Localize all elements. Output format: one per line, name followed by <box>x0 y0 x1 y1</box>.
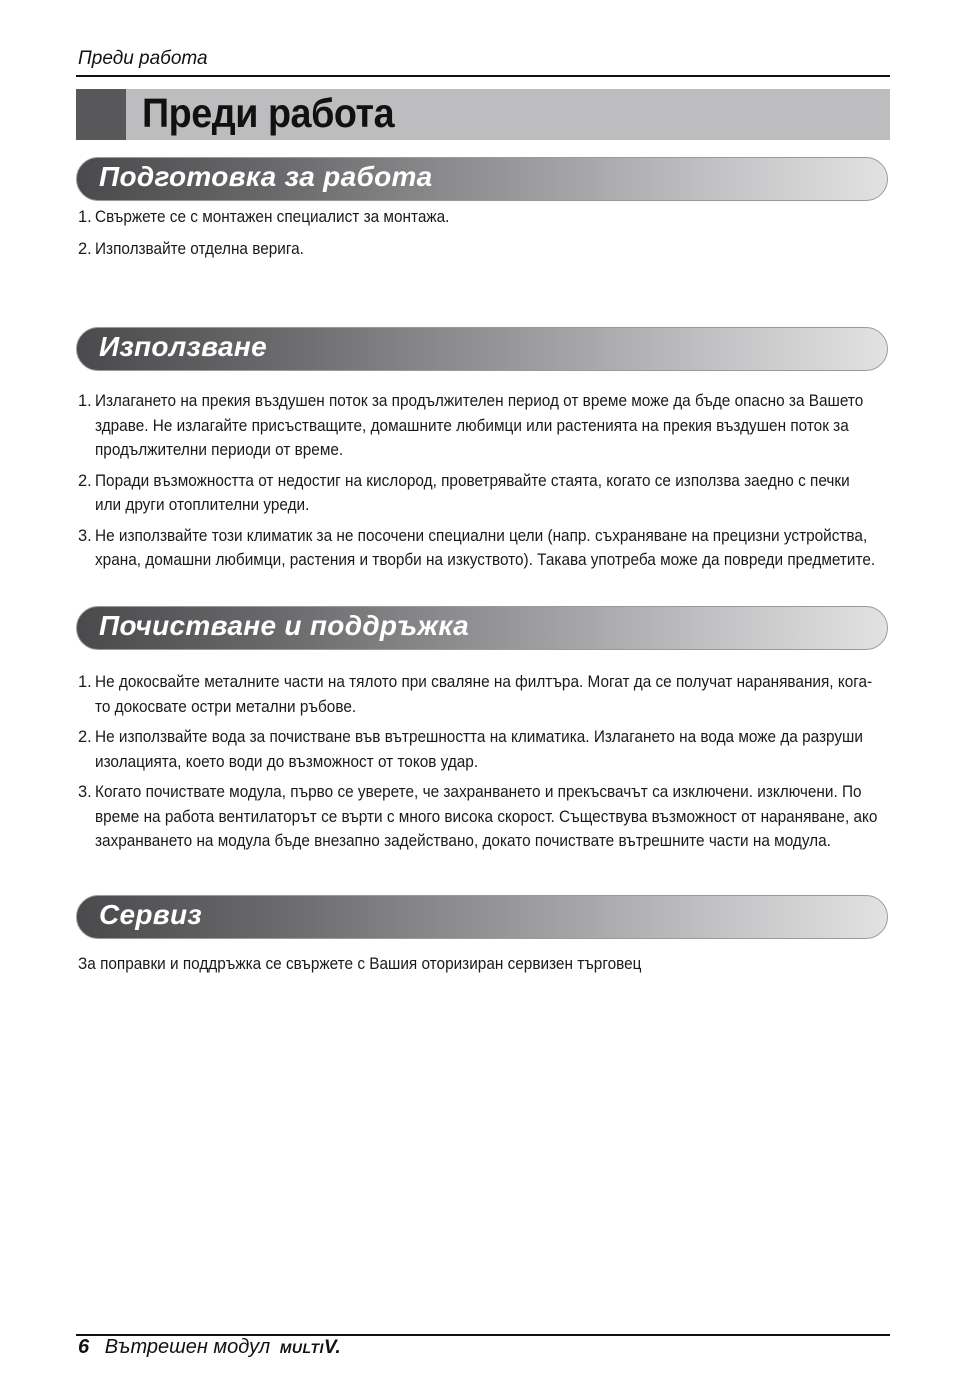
item-number: 1. <box>78 208 92 226</box>
list-item <box>78 780 890 854</box>
running-header: Преди работа <box>78 48 208 69</box>
section-header-cleaning <box>76 606 888 650</box>
section-header-preparation <box>76 157 888 201</box>
page-number: 6 <box>78 1336 90 1358</box>
section-header-usage <box>76 327 888 371</box>
service-text: За поправки и поддръжка се свържете с Вашия оторизиран сервизен търговец <box>78 955 642 973</box>
item-text <box>95 389 890 463</box>
item-line: Излагането на прекия въздушен поток за продължителен период от време може да бъде опасно за Вашето <box>95 392 864 410</box>
footer <box>78 1336 341 1359</box>
item-line: Не докосвайте металните части на тялото при сваляне на филтъра. Могат да се получат наранявания, кога- <box>95 673 873 691</box>
title-accent-block <box>76 89 126 140</box>
list-item <box>78 725 890 774</box>
item-line: или други отоплителни уреди. <box>95 496 310 514</box>
item-number: 3. <box>78 783 92 801</box>
item-number: 2. <box>78 239 92 258</box>
list-item <box>78 389 890 463</box>
list-item <box>78 237 890 262</box>
page-title: Преди работа <box>142 90 395 136</box>
item-line: здраве. Не излагайте присъстващите, домашните любимци или растенията на прекия въздушен поток за <box>95 416 849 435</box>
item-number: 1. <box>78 673 92 691</box>
item-text: Използвайте отделна верига. <box>95 239 304 258</box>
list-item <box>78 524 890 573</box>
item-text <box>95 524 890 573</box>
item-text: Свържете се с монтажен специалист за монтажа. <box>95 208 450 226</box>
item-line: изолацията, което води до възможност от токов удар. <box>95 752 479 771</box>
cleaning-list <box>78 670 890 854</box>
item-number: 2. <box>78 728 92 746</box>
list-item <box>78 205 890 230</box>
footer-label: Вътрешен модул <box>104 1336 271 1358</box>
item-text <box>95 780 890 854</box>
item-number: 3. <box>78 526 92 545</box>
item-text <box>95 725 890 774</box>
item-line: време на работа вентилаторът се върти с много висока скорост. Съществува възможност от нараняване, ако <box>95 807 878 826</box>
header-rule <box>76 75 890 77</box>
usage-list <box>78 389 890 573</box>
item-line: продължителни периоди от време. <box>95 441 344 459</box>
item-text <box>95 670 890 719</box>
brand-text: MULTI <box>279 1340 324 1356</box>
item-line: Не използвайте вода за почистване във вътрешността на климатика. Излагането на вода може да разруши <box>95 728 863 746</box>
item-number: 1. <box>78 392 92 410</box>
brand-logo <box>279 1337 342 1358</box>
section-title-service: Сервиз <box>99 899 202 930</box>
section-title-cleaning: Почистване и поддръжка <box>99 610 470 641</box>
item-line: то докосвате остри метални ръбове. <box>95 697 357 716</box>
item-line: Не използвайте този климатик за не посочени специални цели (напр. съхраняване на прецизни устройства, <box>95 526 868 545</box>
section-title-usage: Използване <box>99 331 267 362</box>
section-header-service <box>76 895 888 939</box>
brand-v-text: V. <box>323 1337 342 1358</box>
item-number: 2. <box>78 471 92 490</box>
page-title-bar <box>76 89 890 140</box>
list-item <box>78 670 890 719</box>
section-title-preparation: Подготовка за работа <box>99 161 433 192</box>
item-line: Когато почиствате модула, първо се уверете, че захранването и прекъсвачът са изключени. изключени. По <box>95 783 862 801</box>
item-line: захранването на модула бъде внезапно задействано, докато почиствате вътрешните части на модула. <box>95 832 831 850</box>
list-item <box>78 469 890 518</box>
item-line: Поради възможността от недостиг на кислород, проветрявайте стаята, когато се използва заедно с печки <box>95 471 850 490</box>
item-line: храна, домашни любимци, растения и творби на изкуството). Такава употреба може да повреди предметите. <box>95 551 876 569</box>
preparation-list <box>78 205 890 261</box>
item-text <box>95 469 890 518</box>
